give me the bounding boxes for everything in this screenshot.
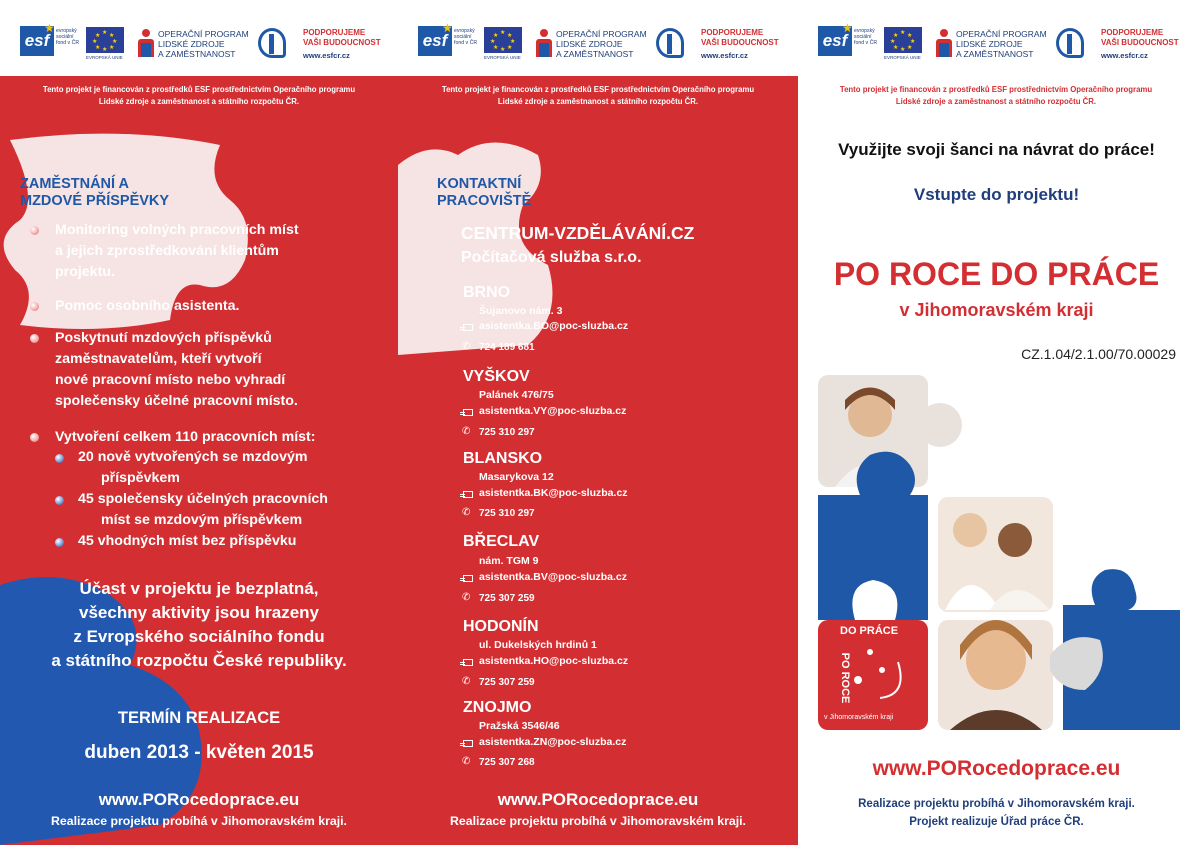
sub-bullet-icon: [55, 496, 64, 505]
labour-office-logo: [1056, 28, 1090, 62]
labour-office-icon: [258, 28, 286, 58]
support-line: VAŠI BUDOUCNOST: [303, 38, 381, 47]
esf-url: www.esfcr.cz: [1101, 51, 1148, 60]
office-email[interactable]: asistentka.VY@poc-sluzba.cz: [479, 405, 627, 417]
labour-office-logo: [656, 28, 690, 62]
office-phone[interactable]: 725 310 297: [479, 508, 535, 519]
esf-logo-caption: evropský sociální fond v ČR: [56, 28, 80, 46]
office-city: BŘECLAV: [463, 533, 540, 550]
email-icon: [460, 574, 474, 584]
funding-line: Lidské zdroje a zaměstnanost a státního rozpočtu ČR.: [895, 96, 1097, 106]
funding-line: Tento projekt je financován z prostředků ESF prostřednictvím Operačního programu: [839, 85, 1153, 94]
support-logo: [701, 28, 791, 60]
op-line: A ZAMĚSTNANOST: [556, 49, 634, 59]
bullet-icon: [30, 334, 39, 343]
office-phone[interactable]: 725 307 259: [479, 593, 535, 604]
join-tagline: Vstupte do projektu!: [913, 185, 1080, 204]
sub-bullet-useful-jobs: 45 společensky účelných pracovních míst se mzdovým příspěvkem: [78, 491, 328, 528]
op-person-icon: [935, 29, 953, 59]
op-logo: [137, 27, 257, 63]
support-line: PODPORUJEME: [701, 28, 764, 37]
office-phone[interactable]: 724 189 681: [479, 342, 535, 353]
section-heading: MZDOVÉ PŘÍSPĚVKY: [20, 193, 170, 209]
funding-line: Lidské zdroje a zaměstnanost a státního rozpočtu ČR.: [98, 96, 300, 106]
support-line: PODPORUJEME: [303, 28, 366, 37]
participation-note: Účast v projektu je bezplatná, všechny aktivity jsou hrazeny z Evropského sociálního fondu a státního rozpočtu České republiky.: [51, 579, 347, 670]
company-subname: Počítačová služba s.r.o.: [461, 249, 642, 266]
esf-url: www.esfcr.cz: [303, 51, 350, 60]
office-phone[interactable]: 725 310 297: [479, 427, 535, 438]
eu-flag-icon: ★ ★ ★ ★ ★ ★ ★ ★: [484, 27, 522, 53]
eu-logo: [884, 27, 924, 65]
realization-note: Realizace projektu probíhá v Jihomoravském kraji.: [51, 814, 347, 828]
email-icon: [460, 490, 474, 500]
eu-logo: [484, 27, 524, 65]
phone-icon: ✆: [462, 756, 471, 767]
logo-bar: [0, 0, 398, 76]
op-line: OPERAČNÍ PROGRAM: [158, 29, 249, 39]
bullet-monitoring: Monitoring volných pracovních míst a jejich zprostředkování klientům projektu.: [55, 222, 299, 280]
esf-logo: [20, 21, 82, 64]
support-line: VAŠI BUDOUCNOST: [701, 38, 779, 47]
office-city: BLANSKO: [463, 450, 543, 467]
logo-bar: [798, 0, 1195, 76]
star-icon: ★: [44, 21, 55, 35]
eu-flag-icon: ★ ★ ★ ★ ★ ★ ★ ★: [884, 27, 922, 53]
funding-note: [408, 84, 788, 107]
logo-side-text: PO ROCE: [839, 652, 851, 704]
esf-logo-mark: esf: [20, 26, 54, 56]
bullet-wage-contributions: Poskytnutí mzdových příspěvků zaměstnavatelům, kteří vytvoří nové pracovní místo nebo vyhradí společensky účelné pracovní místo.: [55, 330, 298, 409]
funding-line: Tento projekt je financován z prostředků ESF prostřednictvím Operačního programu: [42, 85, 356, 94]
op-line: OPERAČNÍ PROGRAM: [956, 29, 1047, 39]
phone-icon: ✆: [462, 507, 471, 518]
project-code: CZ.1.04/2.1.00/70.00029: [1021, 346, 1176, 362]
bullet-assistant: Pomoc osobního asistenta.: [55, 298, 240, 314]
company-name: CENTRUM-VZDĚLÁVÁNÍ.CZ: [461, 223, 695, 243]
bullet-icon: [30, 302, 39, 311]
op-line: LIDSKÉ ZDROJE: [956, 39, 1023, 49]
eu-caption: EVROPSKÁ UNIE: [86, 55, 123, 60]
bullet-icon: [30, 433, 39, 442]
office-address: nám. TGM 9: [479, 555, 539, 567]
esf-logo-caption: evropský sociální fond v ČR: [454, 28, 478, 46]
op-person-icon: [535, 29, 553, 59]
website-link[interactable]: www.PORocedoprace.eu: [98, 790, 300, 809]
star-icon: ★: [442, 21, 453, 35]
phone-icon: ✆: [462, 676, 471, 687]
labour-office-icon: [656, 28, 684, 58]
office-city: HODONÍN: [463, 618, 539, 635]
term-value: duben 2013 - květen 2015: [84, 742, 314, 763]
logo-bottom-text: v Jihomoravském kraji: [824, 714, 894, 721]
section-heading: PRACOVIŠTĚ: [437, 193, 532, 209]
realization-note: Realizace projektu probíhá v Jihomoravském kraji.: [858, 798, 1135, 810]
eu-flag-icon: ★ ★ ★ ★ ★ ★ ★ ★: [86, 27, 124, 53]
support-line: PODPORUJEME: [1101, 28, 1164, 37]
office-phone[interactable]: 725 307 259: [479, 677, 535, 688]
website-link[interactable]: www.PORocedoprace.eu: [872, 757, 1121, 780]
op-line: LIDSKÉ ZDROJE: [556, 39, 623, 49]
project-title: PO ROCE DO PRÁCE: [833, 256, 1160, 292]
esf-logo-caption: evropský sociální fond v ČR: [854, 28, 878, 46]
email-icon: [460, 658, 474, 668]
op-line: OPERAČNÍ PROGRAM: [556, 29, 647, 39]
phone-icon: ✆: [462, 341, 471, 352]
support-line: VAŠI BUDOUCNOST: [1101, 38, 1179, 47]
sub-bullet-new-jobs: 20 nově vytvořených se mzdovým příspěvkem: [78, 449, 308, 486]
panel-cover: [798, 0, 1195, 845]
logo-top-text: DO PRÁCE: [840, 625, 899, 637]
eu-caption: EVROPSKÁ UNIE: [484, 55, 521, 60]
op-line: A ZAMĚSTNANOST: [956, 49, 1034, 59]
support-logo: [303, 28, 393, 60]
logo-bar: [398, 0, 798, 76]
phone-icon: ✆: [462, 592, 471, 603]
support-logo: [1101, 28, 1191, 60]
esf-url: www.esfcr.cz: [701, 51, 748, 60]
esf-logo-mark: esf: [818, 26, 852, 56]
office-phone[interactable]: 725 307 268: [479, 757, 535, 768]
office-email[interactable]: asistentka.HO@poc-sluzba.cz: [479, 655, 629, 667]
email-icon: [460, 323, 474, 333]
op-logo: [535, 27, 655, 63]
website-link[interactable]: www.PORocedoprace.eu: [497, 790, 699, 809]
funding-note: [9, 84, 389, 107]
office-email[interactable]: asistentka.ZN@poc-sluzba.cz: [479, 736, 627, 748]
realization-note: Realizace projektu probíhá v Jihomoravském kraji.: [450, 814, 746, 828]
panel-contacts: [398, 0, 798, 845]
implementer-note: Projekt realizuje Úřad práce ČR.: [909, 816, 1084, 828]
email-icon: [460, 408, 474, 418]
op-line: LIDSKÉ ZDROJE: [158, 39, 225, 49]
star-icon: ★: [842, 21, 853, 35]
panel-employment: [0, 0, 398, 845]
funding-line: Tento projekt je financován z prostředků ESF prostřednictvím Operačního programu: [441, 85, 755, 94]
funding-note: [806, 84, 1186, 107]
office-city: BRNO: [463, 284, 511, 301]
section-heading: KONTAKTNÍ: [437, 176, 522, 192]
office-email[interactable]: asistentka.BV@poc-sluzba.cz: [479, 571, 627, 583]
section-heading: ZAMĚSTNÁNÍ A: [20, 176, 130, 192]
office-email[interactable]: asistentka.BK@poc-sluzba.cz: [479, 487, 628, 499]
funding-line: Lidské zdroje a zaměstnanost a státního rozpočtu ČR.: [497, 96, 699, 106]
labour-office-icon: [1056, 28, 1084, 58]
office-address: ul. Dukelských hrdinů 1: [479, 639, 597, 651]
office-address: Masarykova 12: [479, 471, 554, 483]
eu-caption: EVROPSKÁ UNIE: [884, 55, 921, 60]
email-icon: [460, 739, 474, 749]
office-address: Šujanovo nám. 3: [479, 305, 563, 317]
esf-logo-mark: esf: [418, 26, 452, 56]
term-label: TERMÍN REALIZACE: [117, 709, 281, 727]
bullet-jobs-total: Vytvoření celkem 110 pracovních míst:: [55, 429, 316, 445]
op-logo: [935, 27, 1055, 63]
sub-bullet-icon: [55, 454, 64, 463]
sub-bullet-suitable-jobs: 45 vhodných míst bez příspěvku: [78, 533, 297, 549]
office-address: Palánek 476/75: [479, 389, 554, 401]
phone-icon: ✆: [462, 426, 471, 437]
sub-bullet-icon: [55, 538, 64, 547]
op-person-icon: [137, 29, 155, 59]
project-subtitle: v Jihomoravském kraji: [899, 300, 1094, 320]
esf-logo: [418, 21, 480, 64]
puzzle-collage: [810, 370, 1195, 750]
esf-logo: [818, 21, 880, 64]
labour-office-logo: [258, 28, 292, 62]
bullet-icon: [30, 226, 39, 235]
office-city: ZNOJMO: [463, 699, 532, 716]
eu-logo: [86, 27, 126, 65]
office-email[interactable]: asistentka.BO@poc-sluzba.cz: [479, 320, 629, 332]
office-city: VYŠKOV: [463, 368, 530, 385]
office-address: Pražská 3546/46: [479, 720, 560, 732]
chance-tagline: Využijte svoji šanci na návrat do práce!: [838, 140, 1155, 159]
op-line: A ZAMĚSTNANOST: [158, 49, 236, 59]
